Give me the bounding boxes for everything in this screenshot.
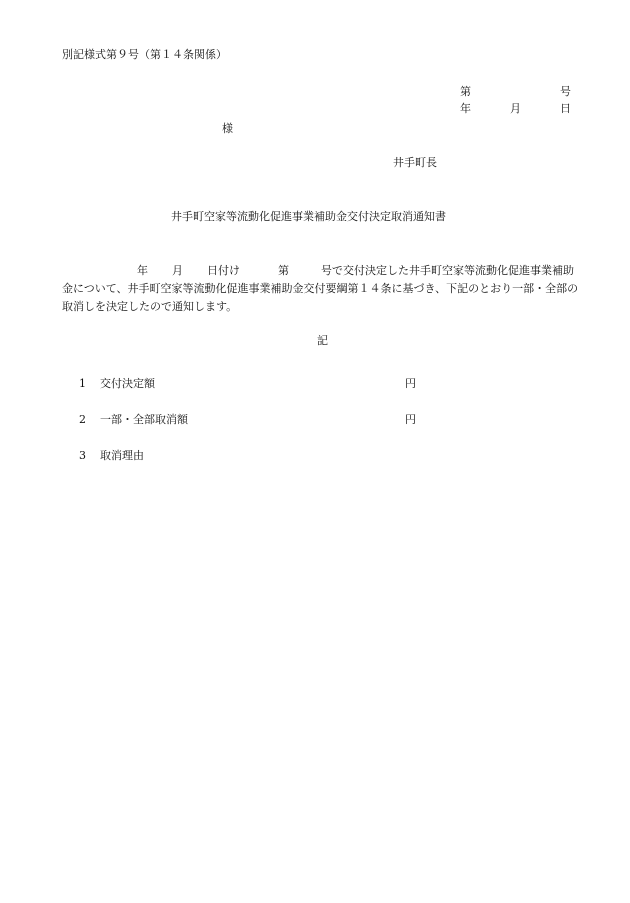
item-3-label: 取消理由 bbox=[100, 449, 144, 462]
number-suffix: 号 bbox=[560, 85, 571, 98]
body-paragraph bbox=[62, 262, 580, 316]
form-label: 別記様式第９号（第１４条関係） bbox=[62, 48, 227, 61]
item-1-num: 1 bbox=[79, 377, 86, 390]
date-day: 日 bbox=[560, 102, 571, 115]
body-month: 月 bbox=[172, 264, 183, 277]
document-title: 井手町空家等流動化促進事業補助金交付決定取消通知書 bbox=[171, 210, 446, 223]
item-1-label: 交付決定額 bbox=[100, 377, 155, 390]
body-year: 年 bbox=[137, 264, 148, 277]
number-prefix: 第 bbox=[460, 85, 471, 98]
date-month: 月 bbox=[510, 102, 521, 115]
ki-heading: 記 bbox=[317, 334, 328, 347]
body-number-prefix: 第 bbox=[278, 264, 289, 277]
item-2-label: 一部・全部取消額 bbox=[100, 413, 188, 426]
addressee-suffix: 様 bbox=[222, 122, 233, 135]
body-text: 号で交付決定した井手町空家等流動化促進事業補助金について、井手町空家等流動化促進事業補助金交付要綱第１４条に基づき、下記のとおり一部・全部の取消しを決定したので通知します。 bbox=[62, 264, 579, 313]
item-3-num: 3 bbox=[79, 449, 86, 462]
item-2-num: 2 bbox=[79, 413, 86, 426]
item-1-unit: 円 bbox=[405, 377, 416, 390]
body-date-suffix: 日付け bbox=[207, 264, 240, 277]
item-2-unit: 円 bbox=[405, 413, 416, 426]
date-year: 年 bbox=[460, 102, 471, 115]
sender: 井手町長 bbox=[393, 156, 437, 169]
